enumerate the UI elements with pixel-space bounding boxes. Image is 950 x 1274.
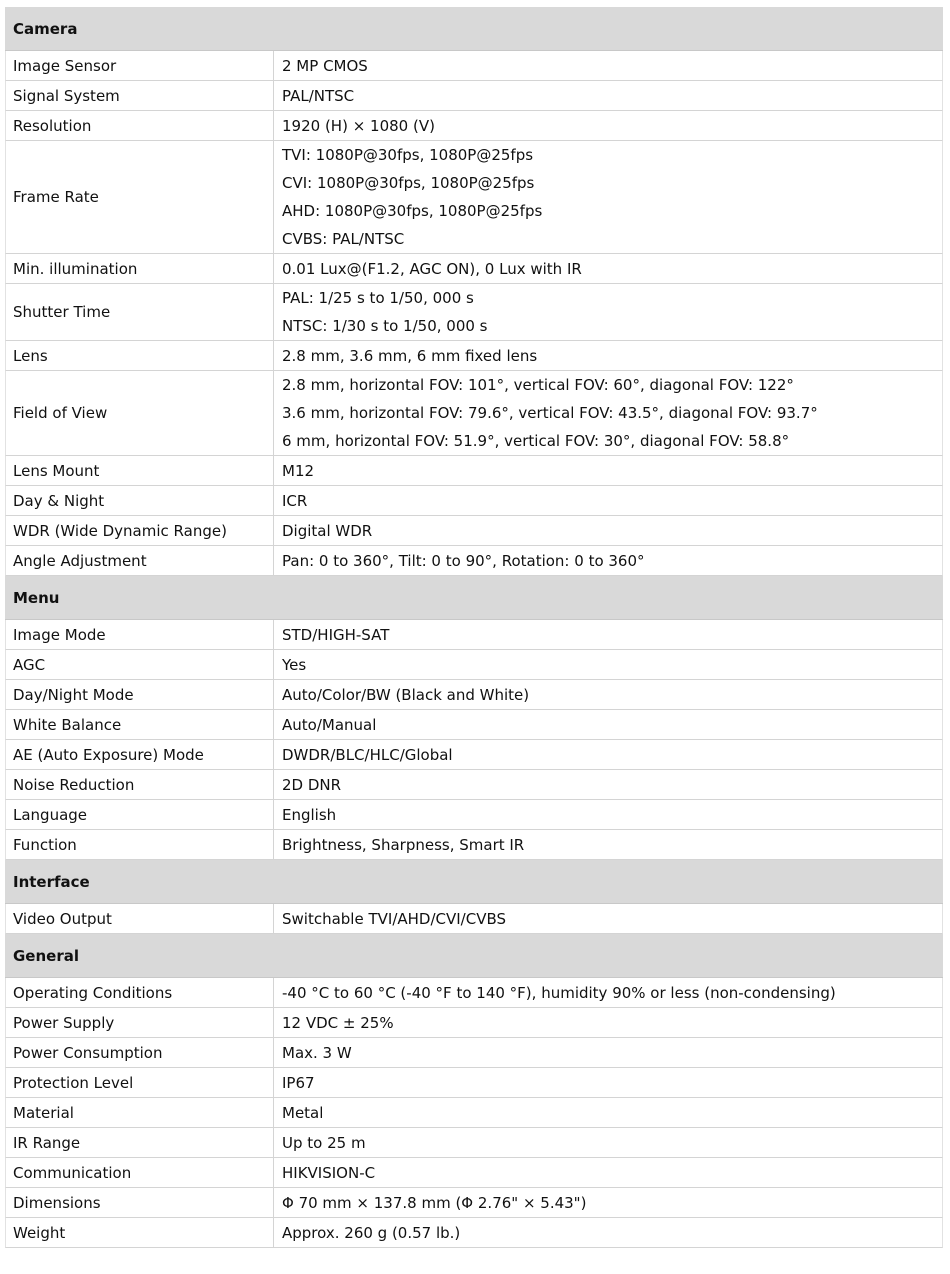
spec-row [5,51,943,81]
spec-label: Operating Conditions [6,978,274,1007]
spec-value [274,516,942,545]
spec-value [274,1008,942,1037]
spec-value-line: Φ 70 mm × 137.8 mm (Φ 2.76" × 5.43") [282,1193,587,1212]
spec-value-line: Auto/Color/BW (Black and White) [282,685,530,704]
spec-label: Shutter Time [6,284,274,340]
spec-value [274,830,942,859]
spec-row [5,1008,943,1038]
spec-value [274,1098,942,1127]
section-header: General [5,934,943,978]
spec-row [5,456,943,486]
spec-value-line: 0.01 Lux@(F1.2, AGC ON), 0 Lux with IR [282,259,582,278]
spec-value-line: DWDR/BLC/HLC/Global [282,745,453,764]
spec-row [5,254,943,284]
spec-value-line: HIKVISION-C [282,1163,376,1182]
spec-row [5,904,943,934]
spec-value-line: English [282,805,337,824]
section-menu [5,576,943,860]
spec-row [5,141,943,254]
spec-value [274,254,942,283]
spec-row [5,1128,943,1158]
spec-row [5,371,943,456]
spec-value-line: 2.8 mm, horizontal FOV: 101°, vertical FOV: 60°, diagonal FOV: 122° [282,376,794,394]
spec-value-line: Digital WDR [282,521,373,540]
spec-label: Min. illumination [6,254,274,283]
section-camera [5,7,943,576]
spec-label: Noise Reduction [6,770,274,799]
spec-value-line: 3.6 mm, horizontal FOV: 79.6°, vertical FOV: 43.5°, diagonal FOV: 93.7° [282,404,818,422]
spec-row [5,978,943,1008]
spec-table [5,7,943,1248]
spec-label: Frame Rate [6,141,274,253]
spec-value-line: 2D DNR [282,775,342,794]
spec-value [274,650,942,679]
spec-value [274,284,942,340]
spec-label: Day/Night Mode [6,680,274,709]
spec-value-line: TVI: 1080P@30fps, 1080P@25fps [282,146,534,164]
section-header: Interface [5,860,943,904]
spec-row [5,650,943,680]
spec-value [274,1068,942,1097]
spec-row [5,830,943,860]
spec-value-line: 1920 (H) × 1080 (V) [282,116,435,135]
spec-label: AE (Auto Exposure) Mode [6,740,274,769]
spec-row [5,1218,943,1248]
spec-value [274,1188,942,1217]
spec-label: Power Supply [6,1008,274,1037]
spec-label: Lens Mount [6,456,274,485]
spec-value-line: Up to 25 m [282,1133,366,1152]
spec-value [274,740,942,769]
spec-row [5,620,943,650]
spec-value-line: AHD: 1080P@30fps, 1080P@25fps [282,202,543,220]
spec-value-line: PAL: 1/25 s to 1/50, 000 s [282,289,474,307]
spec-value-line: Yes [282,655,307,674]
spec-value-line: STD/HIGH-SAT [282,625,390,644]
spec-value [274,546,942,575]
spec-value [274,620,942,649]
spec-label: Day & Night [6,486,274,515]
spec-value-line: M12 [282,461,315,480]
spec-label: Signal System [6,81,274,110]
spec-row [5,284,943,341]
spec-value [274,978,942,1007]
spec-value [274,371,942,455]
spec-value [274,141,942,253]
spec-value [274,1158,942,1187]
spec-label: Lens [6,341,274,370]
spec-value [274,51,942,80]
spec-value-line: Brightness, Sharpness, Smart IR [282,835,525,854]
spec-value-line: 12 VDC ± 25% [282,1013,394,1032]
spec-label: WDR (Wide Dynamic Range) [6,516,274,545]
spec-label: Material [6,1098,274,1127]
spec-row [5,341,943,371]
spec-label: Resolution [6,111,274,140]
spec-label: Dimensions [6,1188,274,1217]
spec-value-line: Approx. 260 g (0.57 lb.) [282,1223,461,1242]
spec-row [5,740,943,770]
spec-row [5,1188,943,1218]
spec-value-line: 6 mm, horizontal FOV: 51.9°, vertical FOV: 30°, diagonal FOV: 58.8° [282,432,790,450]
spec-value-line: CVBS: PAL/NTSC [282,230,405,248]
spec-row [5,1158,943,1188]
spec-row [5,1038,943,1068]
spec-value [274,1128,942,1157]
spec-value-line: Metal [282,1103,324,1122]
spec-value [274,111,942,140]
spec-label: Function [6,830,274,859]
spec-label: White Balance [6,710,274,739]
spec-row [5,81,943,111]
spec-value [274,341,942,370]
spec-value [274,770,942,799]
spec-label: Image Sensor [6,51,274,80]
spec-label: Weight [6,1218,274,1247]
spec-row [5,546,943,576]
spec-value [274,1218,942,1247]
spec-value-line: Max. 3 W [282,1043,352,1062]
spec-value-line: Auto/Manual [282,715,377,734]
section-header: Menu [5,576,943,620]
section-interface [5,860,943,934]
section-header: Camera [5,7,943,51]
spec-value-line: Switchable TVI/AHD/CVI/CVBS [282,909,507,928]
spec-row [5,516,943,546]
spec-label: Angle Adjustment [6,546,274,575]
spec-value [274,456,942,485]
spec-value [274,1038,942,1067]
spec-label: Communication [6,1158,274,1187]
spec-value [274,680,942,709]
spec-label: Protection Level [6,1068,274,1097]
spec-label: Power Consumption [6,1038,274,1067]
spec-row [5,710,943,740]
spec-value-line: PAL/NTSC [282,86,355,105]
spec-row [5,1098,943,1128]
spec-value-line: CVI: 1080P@30fps, 1080P@25fps [282,174,535,192]
spec-row [5,111,943,141]
spec-label: AGC [6,650,274,679]
spec-value [274,800,942,829]
section-general [5,934,943,1248]
spec-value-line: NTSC: 1/30 s to 1/50, 000 s [282,317,488,335]
spec-label: Field of View [6,371,274,455]
spec-value-line: 2 MP CMOS [282,56,368,75]
spec-value-line: -40 °C to 60 °C (-40 °F to 140 °F), humidity 90% or less (non-condensing) [282,983,836,1002]
spec-value-line: Pan: 0 to 360°, Tilt: 0 to 90°, Rotation: 0 to 360° [282,551,645,570]
spec-value-line: IP67 [282,1073,315,1092]
spec-value-line: ICR [282,491,308,510]
spec-row [5,486,943,516]
spec-row [5,680,943,710]
spec-row [5,1068,943,1098]
spec-label: Language [6,800,274,829]
spec-row [5,800,943,830]
spec-value [274,81,942,110]
spec-label: Video Output [6,904,274,933]
spec-label: Image Mode [6,620,274,649]
spec-label: IR Range [6,1128,274,1157]
spec-value [274,486,942,515]
spec-value-line: 2.8 mm, 3.6 mm, 6 mm fixed lens [282,346,538,365]
spec-row [5,770,943,800]
spec-value [274,904,942,933]
spec-value [274,710,942,739]
